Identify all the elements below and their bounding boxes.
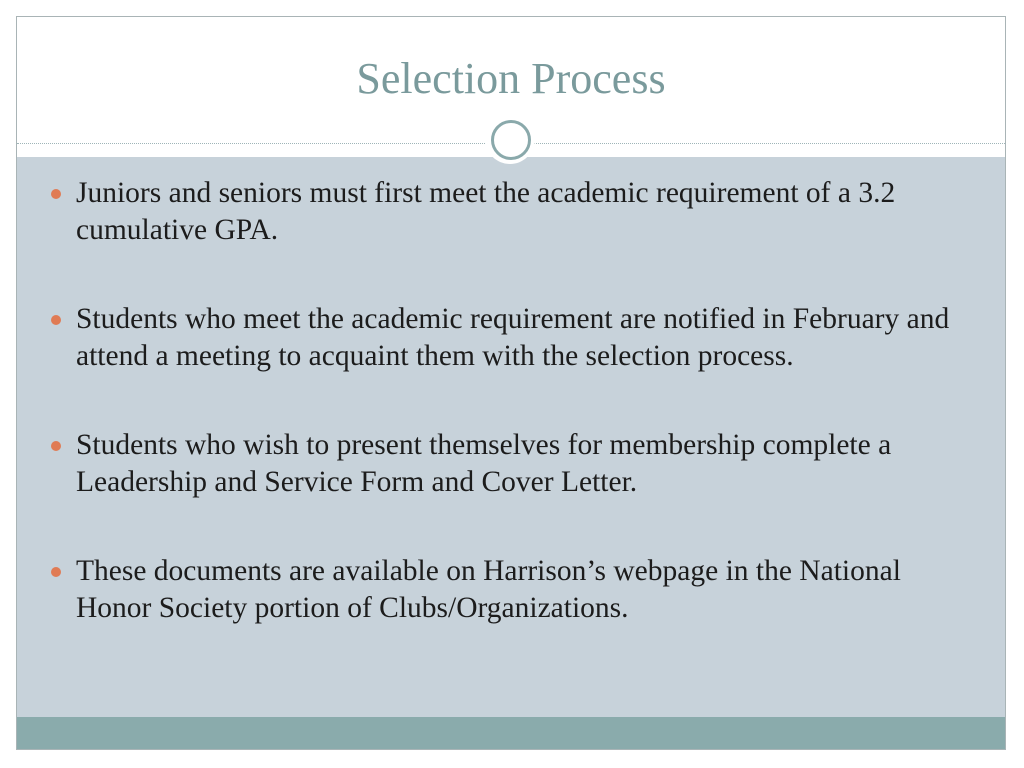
bullet-text: Juniors and seniors must first meet the academic requirement of a 3.2 cumulative GPA. (76, 177, 896, 246)
bullet-text: Students who wish to present themselves for membership complete a Leadership and Service Form and Cover Letter. (76, 429, 892, 498)
bullet-dot-icon (51, 441, 61, 451)
bullet-dot-icon (51, 567, 61, 577)
ring-icon (491, 120, 531, 160)
bullet-text: These documents are available on Harrison’s webpage in the National Honor Society portion of Clubs/Organizations. (76, 555, 901, 624)
bullet-item (51, 553, 961, 627)
footer-band (17, 717, 1005, 750)
slide (16, 16, 1006, 750)
bullet-dot-icon (51, 315, 61, 325)
bullet-dot-icon (51, 189, 61, 199)
bullet-item (51, 301, 961, 375)
content-area (17, 157, 1005, 717)
bullet-item (51, 427, 961, 501)
circle-ornament-icon (485, 114, 535, 164)
bullet-list (51, 175, 961, 679)
bullet-text: Students who meet the academic requirement are notified in February and attend a meeting to acquaint them with the selection process. (76, 303, 950, 372)
slide-title: Selection Process (356, 54, 666, 103)
bullet-item (51, 175, 961, 249)
